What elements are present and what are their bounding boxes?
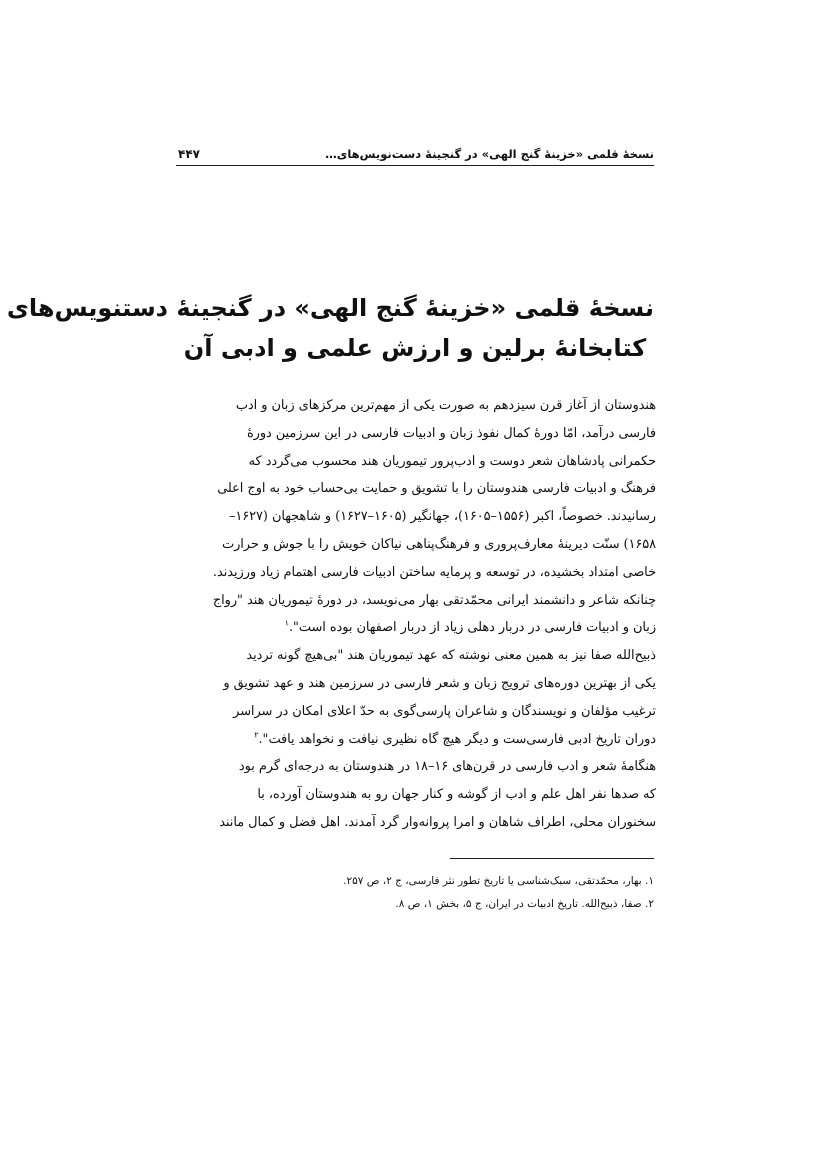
footnote-rule [450, 858, 654, 859]
paragraph-line: خاصی امتداد بخشیده، در توسعه و پرمایه ساختن ادبیات فارسی اهتمام زیاد ورزیدند. [212, 564, 656, 580]
paragraph-line [174, 614, 656, 642]
paragraph-line: ذبیح‌الله صفا نیز به همین معنی نوشته که عهد تیموریان هند "بی‌هیچ گونه تردید [246, 648, 656, 664]
running-head-title: نسخهٔ قلمی «خزینهٔ گنج الهی» در گنجینهٔ دست‌نویس‌های… [325, 147, 654, 161]
paragraph-line: رسانیدند. خصوصاً، اکبر (۱۵۵۶–۱۶۰۵)، جهانگیر (۱۶۰۵–۱۶۲۷) و شاهجهان (۱۶۲۷– [228, 509, 656, 525]
footnote-reference-1: ۱ [284, 619, 289, 629]
chapter-title-line-1: نسخهٔ قلمی «خزینهٔ گنج الهی» در گنجینهٔ دستنویس‌های [6, 294, 654, 322]
paragraph-1 [174, 392, 656, 642]
paragraph-line: یکی از بهترین دوره‌های ترویج زبان و شعر فارسی در سرزمین هند و عهد تشویق و [223, 675, 656, 691]
paragraph-3 [174, 753, 656, 836]
footnote-2: ۲. صفا، ذبیح‌الله. تاریخ ادبیات در ایران، ج ۵، بخش ۱، ص ۸. [395, 898, 654, 910]
body-text [174, 392, 656, 837]
footnote-1: ۱. بهار، محمّدتقی، سبک‌شناسی یا تاریخ تطور نثر فارسی، ج ۲، ص ۲۵۷. [343, 875, 654, 887]
paragraph-line: که صدها نفر اهل علم و ادب از گوشه و کنار جهان رو به هندوستان آورده، با [257, 787, 656, 803]
paragraph-line-text: زبان و ادبیات فارسی در دربار دهلی زیاد از دربار اصفهان بوده است". [288, 620, 656, 636]
paragraph-line [174, 726, 656, 754]
footnote-reference-2: ۲ [254, 730, 259, 740]
paragraph-line: سخنوران محلی، اطراف شاهان و امرا پروانه‌وار گرد آمدند. اهل فضل و کمال مانند [219, 814, 656, 830]
paragraph-line: چنانکه شاعر و دانشمند ایرانی محمّدتقی بهار می‌نویسد، در دورهٔ تیموریان هند "رواج [212, 592, 656, 608]
paragraph-line: هنگامهٔ شعر و ادب فارسی در قرن‌های ۱۶–۱۸ در هندوستان به درجه‌ای گرم بود [238, 759, 656, 775]
chapter-title-line-2: کتابخانهٔ برلین و ارزش علمی و ادبی آن [183, 334, 647, 362]
paragraph-line: فرهنگ و ادبیات فارسی هندوستان را با تشویق و حمایت بی‌حساب خود به اوج اعلی [217, 481, 656, 497]
paragraph-line: حکمرانی پادشاهان شعر دوست و ادب‌پرور تیموریان هند محسوب می‌گردد که [248, 453, 656, 469]
paragraph-line: ترغیب مؤلفان و نویسندگان و شاعران پارسی‌گوی به حدّ اعلای امکان در سراسر [233, 703, 656, 719]
page-number: ۴۴۷ [178, 147, 200, 161]
chapter-title [6, 288, 654, 368]
header-rule [176, 165, 654, 166]
paragraph-line: هندوستان از آغاز قرن سیزدهم به صورت یکی از مهم‌ترین مرکزهای زبان و ادب [235, 398, 656, 413]
footnotes [176, 870, 654, 916]
running-head [176, 145, 654, 165]
paragraph-line: فارسی درآمد، امّا دورهٔ کمال نفوذ زبان و ادبیات فارسی در این سرزمین دورهٔ [246, 425, 656, 441]
paragraph-line-text: دوران تاریخ ادبی فارسی‌ست و دیگر هیچ گاه نظیری نیافت و نخواهد یافت". [258, 731, 656, 747]
paragraph-line: ۱۶۵۸) سنّت دیرینهٔ معارف‌پروری و فرهنگ‌پناهی نیاکان خویش را با جوش و حرارت [222, 536, 656, 552]
paragraph-2 [174, 642, 656, 753]
